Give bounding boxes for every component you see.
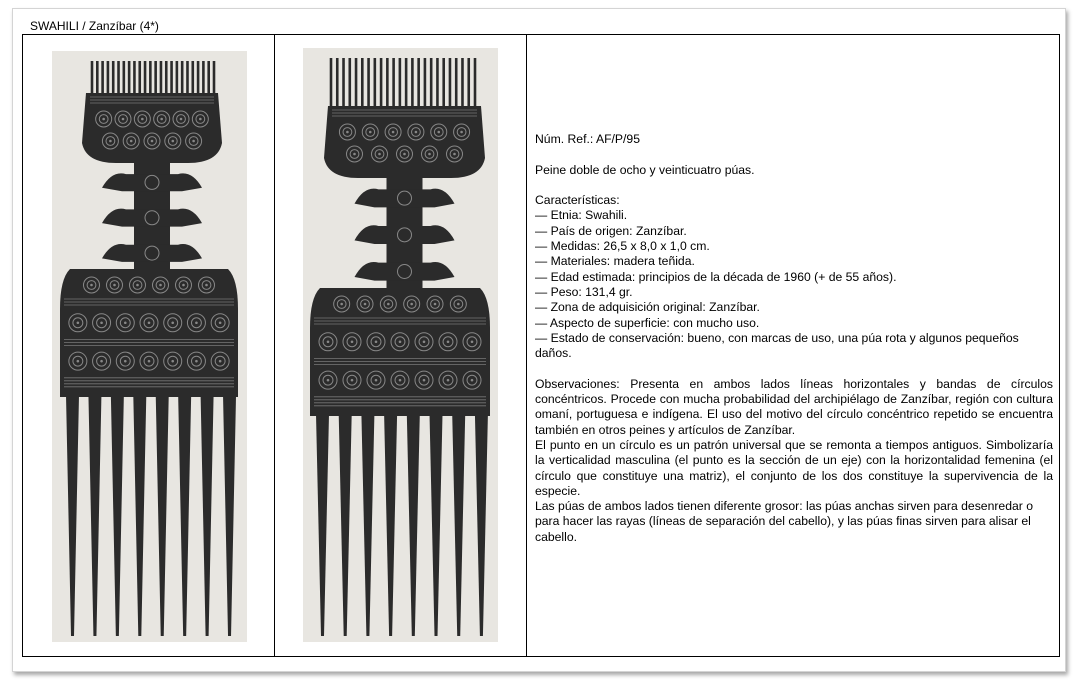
circle-dot [471,379,474,382]
fine-tooth [392,58,395,106]
characteristic-item: — Medidas: 26,5 x 8,0 x 1,0 cm. [535,239,710,254]
fine-tooth [165,61,168,93]
wide-tooth [407,414,420,636]
circle-dot [437,131,440,134]
circle-dot [159,284,162,287]
fine-tooth [380,58,383,106]
circle-dot [375,379,378,382]
fine-tooth [330,58,333,106]
wide-tooth [384,414,397,636]
circle-dot [351,379,354,382]
wide-tooth [66,395,79,636]
circle-dot [219,321,222,324]
fine-tooth [149,61,152,93]
circle-dot [364,303,367,306]
characteristic-item: — Materiales: madera teñida. [535,254,695,269]
wide-tooth [178,395,191,636]
observations-paragraph: Observaciones: Presenta en ambos lados líneas horizontales y bandas de círculos concéntricos. Procede con mucha probabilidad del archipiélago de Zanzíbar, región con cultura omaní, portuguesa e indígena. El uso del motivo del círculo concéntrico repetido se encuentra también en otros peines y artículos de Zanzíbar. [535,376,1053,437]
comb-head [82,93,222,163]
fine-tooth [191,61,194,93]
circle-dot [171,321,174,324]
circle-dot [415,131,418,134]
fine-tooth [367,58,370,106]
fine-tooth [112,61,115,93]
description-cell [527,35,1059,656]
circle-dot [100,360,103,363]
fine-tooth [374,58,377,106]
circle-dot [102,118,105,121]
circle-dot [195,360,198,363]
fine-tooth [181,61,184,93]
fine-tooth [430,58,433,106]
document-title: SWAHILI / Zanzíbar (4*) [30,19,159,33]
circle-dot [428,153,431,156]
fine-tooth [442,58,445,106]
circle-dot [141,118,144,121]
fine-tooth [436,58,439,106]
circle-dot [460,131,463,134]
circle-dot [113,284,116,287]
circle-dot [199,118,202,121]
circle-dot [346,131,349,134]
comb-photo-back [303,48,498,642]
fine-tooth [342,58,345,106]
circle-dot [77,360,80,363]
fine-tooth [128,61,131,93]
circle-dot [471,340,474,343]
fine-tooth [186,61,189,93]
photo-cell-right [275,35,527,656]
fine-tooth [176,61,179,93]
fine-tooth [386,58,389,106]
fine-tooth [117,61,120,93]
circle-dot [124,321,127,324]
circle-dot [423,340,426,343]
fine-tooth [405,58,408,106]
wide-tooth [361,414,374,636]
fine-tooth [123,61,126,93]
summary-text: Peine doble de ocho y veinticuatro púas. [535,162,755,177]
reference-number: Núm. Ref.: AF/P/95 [535,132,640,146]
circle-dot [434,303,437,306]
circle-dot [90,284,93,287]
characteristic-item: — Aspecto de superficie: con mucho uso. [535,315,760,330]
circle-dot [423,379,426,382]
circle-dot [353,153,356,156]
circle-dot [447,379,450,382]
circle-dot [192,140,195,143]
fine-tooth [144,61,147,93]
document-page [12,8,1066,672]
fine-tooth [96,61,99,93]
fine-tooth [101,61,104,93]
fine-tooth [213,61,216,93]
circle-dot [403,153,406,156]
characteristic-item: — Estado de conservación: bueno, con marcas de uso, una púa rota y algunos pequeños daños. [535,330,1019,361]
fine-tooth [107,61,110,93]
circle-dot [109,140,112,143]
fine-tooth [449,58,452,106]
wide-tooth [111,395,124,636]
fine-tooth [197,61,200,93]
wide-tooth [339,414,352,636]
circle-dot [399,340,402,343]
fine-tooth [160,61,163,93]
fine-tooth [361,58,364,106]
fine-tooth [411,58,414,106]
characteristic-item: — Etnia: Swahili. [535,208,628,223]
wide-tooth [88,395,101,636]
fine-tooth [154,61,157,93]
circle-dot [205,284,208,287]
wide-tooth [156,395,169,636]
circle-dot [100,321,103,324]
fine-tooth [138,61,141,93]
circle-dot [182,284,185,287]
fine-tooth [207,61,210,93]
circle-dot [387,303,390,306]
circle-dot [77,321,80,324]
wide-tooth [452,414,465,636]
circle-dot [180,118,183,121]
circle-dot [453,153,456,156]
comb-head [324,106,485,178]
circle-dot [124,360,127,363]
wide-tooth [475,414,488,636]
observations-paragraph: El punto en un círculo es un patrón universal que se remonta a tiempos antiguos. Simbolizaría la verticalidad masculina (el punto es la sección de un eje) con la horizontalidad femenina (el círculo que constituye una matriz), el conjunto de los dos constituye la supervivencia de la especie. [535,437,1053,498]
wide-tooth [133,395,146,636]
observations-paragraph: Las púas de ambos lados tienen diferente grosor: las púas anchas sirven para desenredar o para hacer las rayas (líneas de separación del cabello), y las púas finas sirven para alisar el cabello. [535,499,1033,544]
circle-dot [410,303,413,306]
circle-dot [219,360,222,363]
characteristic-item: — País de origen: Zanzíbar. [535,223,687,238]
circle-dot [351,340,354,343]
photo-cell-left [23,35,275,656]
wide-tooth [223,395,236,636]
circle-dot [136,284,139,287]
circle-dot [457,303,460,306]
fine-tooth [348,58,351,106]
circle-dot [148,321,151,324]
circle-dot [151,140,154,143]
wide-tooth [316,414,329,636]
circle-dot [369,131,372,134]
circle-dot [327,379,330,382]
fine-tooth [417,58,420,106]
fine-tooth [399,58,402,106]
circle-dot [148,360,151,363]
circle-dot [172,140,175,143]
fine-tooth [461,58,464,106]
fine-tooth [467,58,470,106]
circle-dot [327,340,330,343]
circle-dot [160,118,163,121]
characteristic-item: — Zona de adquisición original: Zanzíbar. [535,300,760,315]
neck-band [102,209,202,227]
fine-tooth [91,61,94,93]
circle-dot [122,118,125,121]
fine-tooth [474,58,477,106]
circle-dot [447,340,450,343]
circle-dot [399,379,402,382]
fine-tooth [424,58,427,106]
catalog-table [22,34,1060,657]
circle-dot [378,153,381,156]
fine-tooth [355,58,358,106]
circle-dot [375,340,378,343]
fine-tooth [170,61,173,93]
characteristics-heading: Características: [535,193,620,208]
circle-dot [130,140,133,143]
fine-tooth [133,61,136,93]
fine-tooth [202,61,205,93]
characteristic-item: — Edad estimada: principios de la década de 1960 (+ de 55 años). [535,269,897,284]
description-text [535,132,1053,545]
characteristic-item: — Peso: 131,4 gr. [535,284,633,299]
wide-tooth [201,395,214,636]
circle-dot [195,321,198,324]
fine-tooth [336,58,339,106]
comb-photo-front [52,51,247,642]
fine-tooth [455,58,458,106]
circle-dot [171,360,174,363]
circle-dot [392,131,395,134]
neck-band [102,244,202,262]
neck-band [102,173,202,191]
circle-dot [340,303,343,306]
wide-tooth [430,414,443,636]
